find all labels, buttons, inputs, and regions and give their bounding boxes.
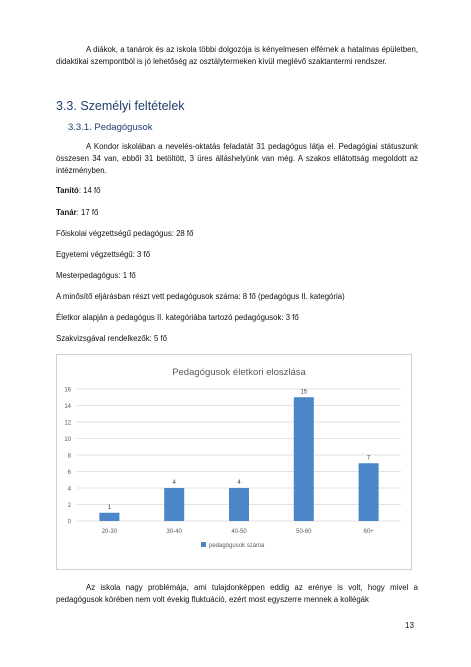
y-tick-label: 4	[67, 486, 71, 493]
fact-label: Szakvizsgával rendelkezők	[56, 334, 150, 343]
legend-label: pedagógusok száma	[209, 543, 265, 549]
fact-value: : 28 fő	[171, 229, 194, 238]
y-tick-label: 2	[67, 503, 71, 509]
fact-label: Mesterpedagógus	[56, 271, 119, 280]
y-tick-label: 14	[64, 404, 71, 410]
y-tick-label: 6	[67, 470, 71, 476]
x-tick-label: 30-40	[166, 529, 182, 535]
fact-label: Tanító	[56, 186, 79, 195]
fact-label: Egyetemi végzettségű	[56, 250, 133, 259]
data-label: 15	[300, 389, 308, 396]
fact-item	[56, 313, 299, 323]
fact-value: : 3 fő	[132, 250, 151, 259]
bar	[229, 488, 249, 521]
y-tick-label: 16	[64, 387, 71, 394]
bar	[359, 463, 379, 521]
fact-item	[56, 229, 193, 239]
fact-label: A minősítő eljárásban részt vett pedagógusok száma	[56, 292, 239, 301]
data-label: 7	[366, 455, 371, 462]
age-distribution-chart	[56, 354, 412, 570]
y-tick-label: 0	[67, 519, 71, 526]
bar	[99, 513, 119, 521]
fact-item	[56, 250, 150, 260]
section-heading: 3.3. Személyi feltételek	[56, 99, 185, 113]
fact-value: : 3 fő	[281, 313, 299, 322]
fact-label: Főiskolai végzettségű pedagógus	[56, 229, 172, 238]
y-tick-label: 8	[67, 453, 71, 460]
fact-label: Életkor alapján a pedagógus II. kategóriába tartozó pedagógusok	[56, 313, 282, 322]
intro-paragraph: A diákok, a tanárok és az iskola többi dolgozója is kényelmesen elférnek a hatalmas épületben, didaktikai szempontból is jó lehetőség az osztálytermeken kívül meglévő szaktantermi rendszer.	[56, 45, 418, 66]
page-number: 13	[405, 621, 414, 630]
fact-value: : 8 fő (pedagógus II. kategória)	[238, 292, 345, 301]
fact-item	[56, 271, 136, 281]
legend-swatch	[201, 542, 206, 547]
chart-title: Pedagógusok életkori eloszlása	[172, 367, 306, 378]
fact-item	[56, 208, 98, 218]
fact-value: : 5 fő	[149, 334, 167, 343]
fact-item	[56, 334, 167, 344]
bar	[164, 488, 184, 521]
fact-item	[56, 186, 101, 196]
x-tick-label: 40-50	[231, 529, 247, 535]
bar	[294, 397, 314, 521]
fact-label: Tanár	[56, 208, 77, 217]
data-label: 4	[237, 480, 241, 486]
y-tick-label: 10	[64, 437, 71, 443]
fact-value: : 17 fő	[76, 208, 99, 217]
x-tick-label: 60+	[363, 529, 374, 535]
fact-value: : 1 fő	[118, 271, 136, 280]
subsection-heading: 3.3.1. Pedagógusok	[68, 122, 153, 133]
y-tick-label: 12	[64, 420, 71, 427]
x-tick-label: 20-30	[101, 529, 118, 535]
staffing-paragraph: A Kondor iskolában a nevelés-oktatás feladatát 31 pedagógus látja el. Pedagógiai státuszunk összesen 34 van, ebből 31 betöltött, 3 üres álláshelyünk van még. A szakos ellátottság megoldott az intézményben.	[56, 142, 418, 175]
fact-item	[56, 292, 345, 302]
data-label: 4	[172, 480, 176, 486]
chart-canvas	[57, 355, 411, 569]
x-tick-label: 50-60	[296, 529, 312, 535]
fact-value: : 14 fő	[78, 186, 101, 195]
closing-paragraph: Az iskola nagy problémája, ami tulajdonképpen eddig az erénye is volt, hogy mivel a pedagógusok körében nem volt évekig fluktuáció, ezért most egyszerre mennek a kollégák	[56, 583, 418, 604]
data-label: 1	[107, 504, 112, 511]
